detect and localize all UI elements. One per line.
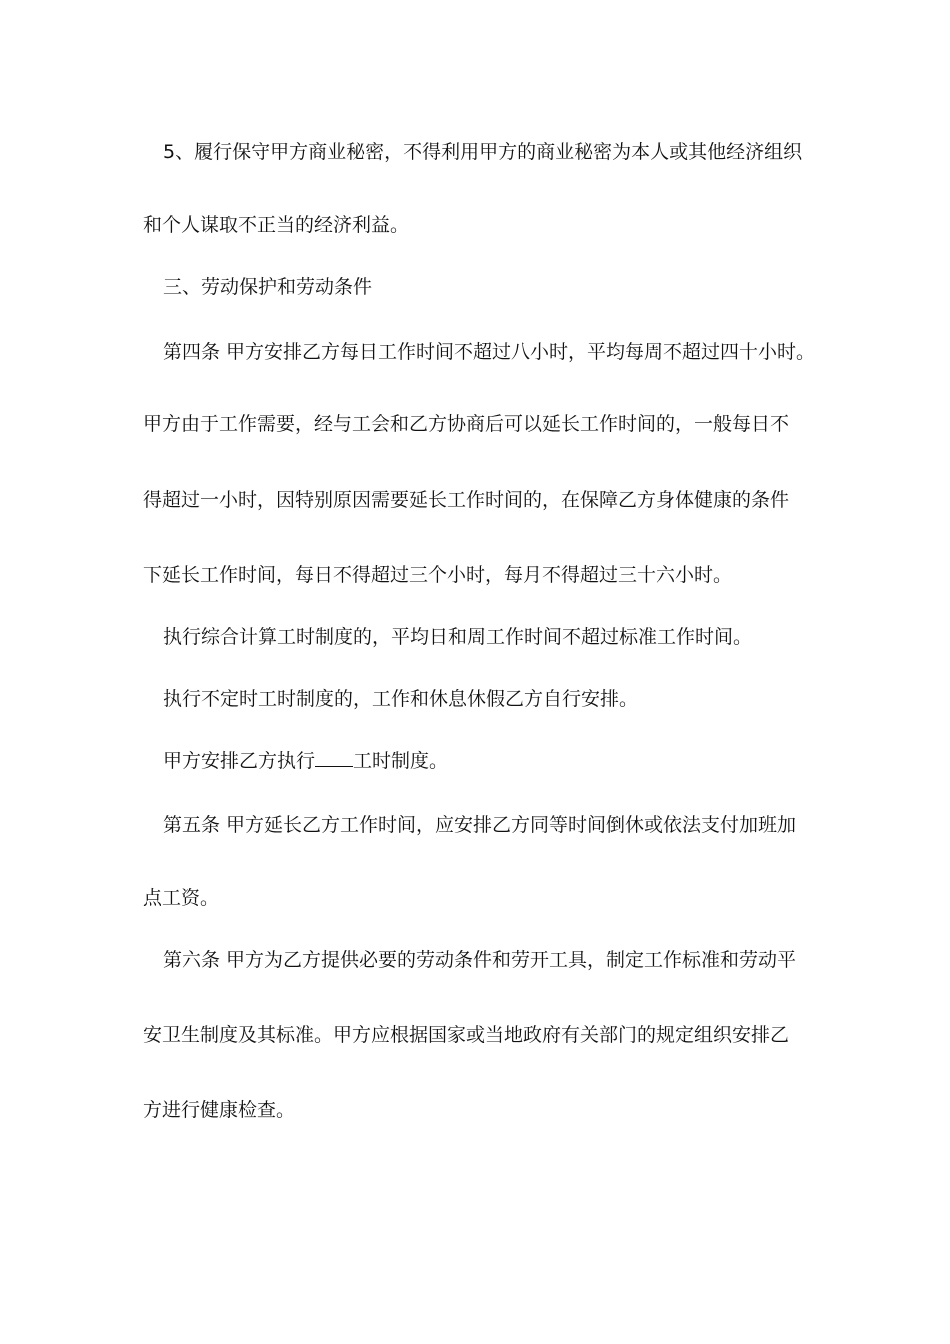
paragraph-line: 下延长工作时间，每日不得超过三个小时，每月不得超过三十六小时。 xyxy=(143,564,733,586)
fill-in-text-before: 甲方安排乙方执行 xyxy=(163,750,316,772)
paragraph-line: 执行综合计算工时制度的，平均日和周工作时间不超过标准工作时间。 xyxy=(163,626,753,648)
fill-in-text-after: 工时制度。 xyxy=(353,750,449,772)
paragraph-line: 得超过一小时，因特别原因需要延长工作时间的，在保障乙方身体健康的条件 xyxy=(143,489,790,511)
paragraph-line: 甲方由于工作需要，经与工会和乙方协商后可以延长工作时间的，一般每日不 xyxy=(143,413,790,435)
paragraph-line: 5、履行保守甲方商业秘密，不得利用甲方的商业秘密为本人或其他经济组织 xyxy=(163,141,803,163)
paragraph-line: 执行不定时工时制度的，工作和休息休假乙方自行安排。 xyxy=(163,688,639,710)
paragraph-line: 安卫生制度及其标准。甲方应根据国家或当地政府有关部门的规定组织安排乙 xyxy=(143,1024,790,1046)
paragraph-line: 方进行健康检查。 xyxy=(143,1099,296,1121)
paragraph-line: 第五条 甲方延长乙方工作时间，应安排乙方同等时间倒休或依法支付加班加 xyxy=(163,814,797,836)
paragraph-line: 点工资。 xyxy=(143,887,220,909)
section-heading: 三、劳动保护和劳动条件 xyxy=(163,276,373,298)
paragraph-line: 第四条 甲方安排乙方每日工作时间不超过八小时，平均每周不超过四十小时。 xyxy=(163,341,816,363)
fill-in-blank xyxy=(315,748,353,767)
fill-in-line xyxy=(163,748,853,774)
paragraph-line: 和个人谋取不正当的经济利益。 xyxy=(143,214,410,236)
paragraph-line: 第六条 甲方为乙方提供必要的劳动条件和劳开工具，制定工作标准和劳动平 xyxy=(163,949,797,971)
